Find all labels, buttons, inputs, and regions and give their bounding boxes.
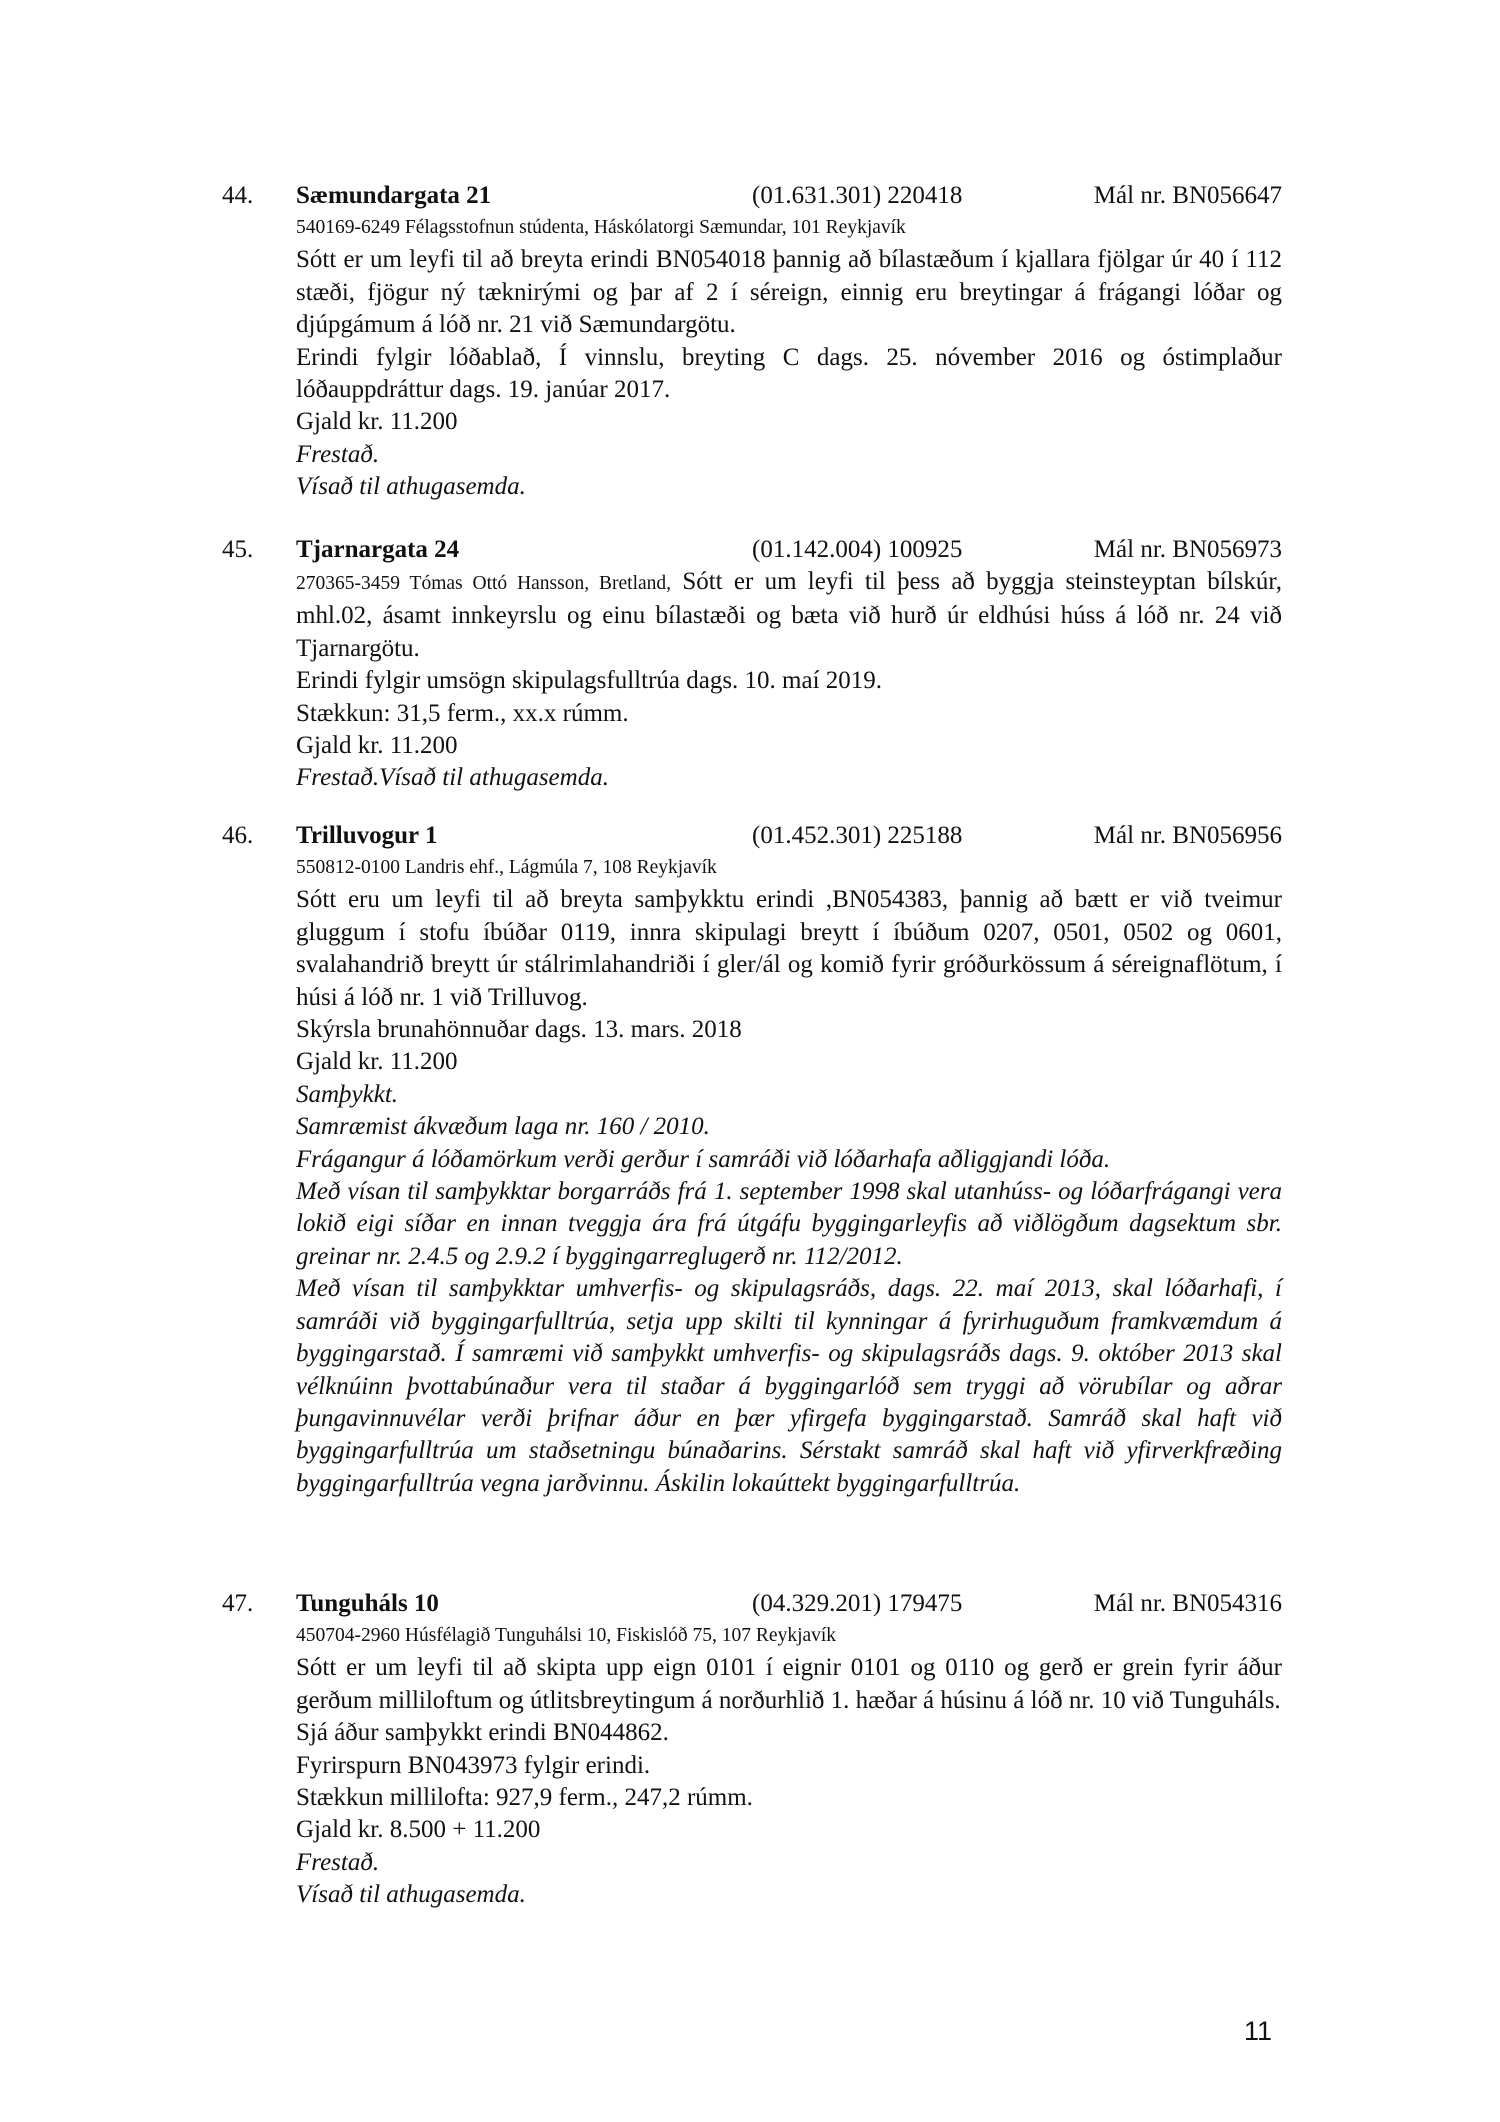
case-address: Sæmundargata 21: [296, 182, 492, 209]
case-reference: Mál nr. BN056956: [1093, 822, 1282, 849]
page-number: 11: [1244, 2016, 1273, 2046]
case-applicant-and-description: [296, 566, 1282, 665]
case-reference: Mál nr. BN054316: [1093, 1590, 1282, 1617]
case-report-line: Skýrsla brunahönnuðar dags. 13. mars. 2018: [296, 1016, 742, 1044]
case-land-code: (04.329.201) 179475: [752, 1590, 963, 1617]
case-description: Sótt er um leyfi til að breyta erindi BN054018 þannig að bílastæðum í kjallara fjölgar úr 40 í 112 stæði, fjögur ný tæknirými og þar af 2 í séreign, einnig eru breytingar á frágangi lóðar og djúpgámum á lóð nr. 21 við Sæmundargötu.: [296, 246, 1282, 339]
case-fee-line: Gjald kr. 11.200: [296, 408, 458, 436]
case-item-44: [222, 180, 1282, 504]
case-decision: Frestað.Vísað til athugasemda.: [296, 764, 609, 792]
case-reference: Mál nr. BN056973: [1093, 536, 1282, 563]
case-decision-note: Vísað til athugasemda.: [296, 473, 526, 501]
case-number: 45.: [222, 536, 254, 563]
case-number: 44.: [222, 182, 254, 209]
case-item-46: [222, 820, 1282, 1500]
case-applicant: 540169-6249 Félagsstofnun stúdenta, Háskólatorgi Sæmundar, 101 Reykjavík: [296, 217, 906, 238]
case-decision: Frestað.: [296, 1848, 380, 1876]
case-body: [296, 212, 1282, 504]
case-item-47: [222, 1588, 1282, 1912]
case-reference-line: Sjá áður samþykkt erindi BN044862.: [296, 1719, 669, 1747]
case-fee-line: Gjald kr. 8.500 + 11.200: [296, 1816, 541, 1844]
case-description: Sótt eru um leyfi til að breyta samþykktu erindi ,BN054383, þannig að bætt er við tveimur gluggum í stofu íbúðar 0119, innra skipulagi breytt í íbúðum 0207, 0501, 0502 og 0601, svalahandrið breytt úr stálrimlahandriði í gler/ál og komið fyrir gróðurkössum á séreignaflötum, í húsi á lóð nr. 1 við Trilluvog.: [296, 886, 1282, 1011]
case-decision: Samþykkt.: [296, 1080, 399, 1108]
case-land-code: (01.452.301) 225188: [752, 822, 963, 849]
case-number: 47.: [222, 1590, 254, 1617]
case-address: Trilluvogur 1: [296, 822, 438, 849]
case-land-code: (01.142.004) 100925: [752, 536, 963, 563]
case-number: 46.: [222, 822, 254, 849]
case-decision-boundary: Frágangur á lóðamörkum verði gerður í samráði við lóðarhafa aðliggjandi lóða.: [296, 1145, 1111, 1173]
case-body: [296, 566, 1282, 795]
case-item-45: [222, 534, 1282, 795]
case-applicant: 450704-2960 Húsfélagið Tunguhálsi 10, Fiskislóð 75, 107 Reykjavík: [296, 1625, 837, 1646]
case-inquiry-line: Fyrirspurn BN043973 fylgir erindi.: [296, 1751, 651, 1779]
case-decision-council: Með vísan til samþykktar borgarráðs frá 1. september 1998 skal utanhúss- og lóðarfrágangi vera lokið eigi síðar en innan tveggja ára frá útgáfu byggingarleyfis að viðlögðum dagsektum sbr. greinar nr. 2.4.5 og 2.9.2 í byggingarreglugerð nr. 112/2012.: [296, 1178, 1282, 1270]
case-area-line: Stækkun: 31,5 ferm., xx.x rúmm.: [296, 699, 629, 727]
case-applicant: 550812-0100 Landris ehf., Lágmúla 7, 108 Reykjavík: [296, 857, 717, 878]
case-decision-law: Samræmist ákvæðum laga nr. 160 / 2010.: [296, 1113, 710, 1141]
case-land-code: (01.631.301) 220418: [752, 182, 963, 209]
case-header: [222, 820, 1282, 852]
case-fee-line: Gjald kr. 11.200: [296, 1048, 458, 1076]
case-header: [222, 534, 1282, 566]
case-body: [296, 1620, 1282, 1912]
case-area-line: Stækkun millilofta: 927,9 ferm., 247,2 rúmm.: [296, 1784, 753, 1812]
case-header: [222, 180, 1282, 212]
case-body: [296, 852, 1282, 1500]
case-address: Tjarnargata 24: [296, 536, 460, 563]
case-description: Sótt er um leyfi til þess að byggja steinsteyptan bílskúr, mhl.02, ásamt innkeyrslu og einu bílastæði og bæta við hurð úr eldhúsi húss á lóð nr. 24 við Tjarnargötu.: [296, 568, 1282, 662]
case-address: Tunguháls 10: [296, 1590, 439, 1617]
case-header: [222, 1588, 1282, 1620]
case-description: Sótt er um leyfi til að skipta upp eign 0101 í eignir 0101 og 0110 og gerð er grein fyrir áður gerðum milliloftum og útlitsbreytingum á norðurhlið 1. hæðar á húsinu á lóð nr. 10 við Tunguháls.: [296, 1654, 1282, 1714]
case-attachment-line: Erindi fylgir umsögn skipulagsfulltrúa dags. 10. maí 2019.: [296, 667, 883, 695]
case-decision: Frestað.: [296, 440, 380, 468]
case-fee-line: Gjald kr. 11.200: [296, 732, 458, 760]
case-decision-note: Vísað til athugasemda.: [296, 1881, 526, 1909]
case-decision-environment: Með vísan til samþykktar umhverfis- og skipulagsráðs, dags. 22. maí 2013, skal lóðarhafi, í samráði við byggingarfulltrúa, setja upp skilti til kynningar á fyrirhuguðum framkvæmdum á byggingarstað. Í samræmi við samþykkt umhverfis- og skipulagsráðs dags. 9. október 2013 skal vélknúinn þvottabúnaður vera til staðar á byggingarlóð sem tryggi að vörubílar og aðrar þungavinnuvélar verði þrifnar áður en þær yfirgefa byggingarstað. Samráð skal haft við byggingarfulltrúa um staðsetningu búnaðarins. Sérstakt samráð skal haft við yfirverkfræðing byggingarfulltrúa vegna jarðvinnu. Áskilin lokaúttekt byggingarfulltrúa.: [296, 1275, 1282, 1497]
case-attachment-line: Erindi fylgir lóðablað, Í vinnslu, breyting C dags. 25. nóvember 2016 og óstimplaður lóðauppdráttur dags. 19. janúar 2017.: [296, 343, 1282, 404]
case-applicant: 270365-3459 Tómas Ottó Hansson, Bretland,: [296, 573, 672, 594]
case-reference: Mál nr. BN056647: [1093, 182, 1282, 209]
case-decision-block: [296, 1079, 1282, 1500]
